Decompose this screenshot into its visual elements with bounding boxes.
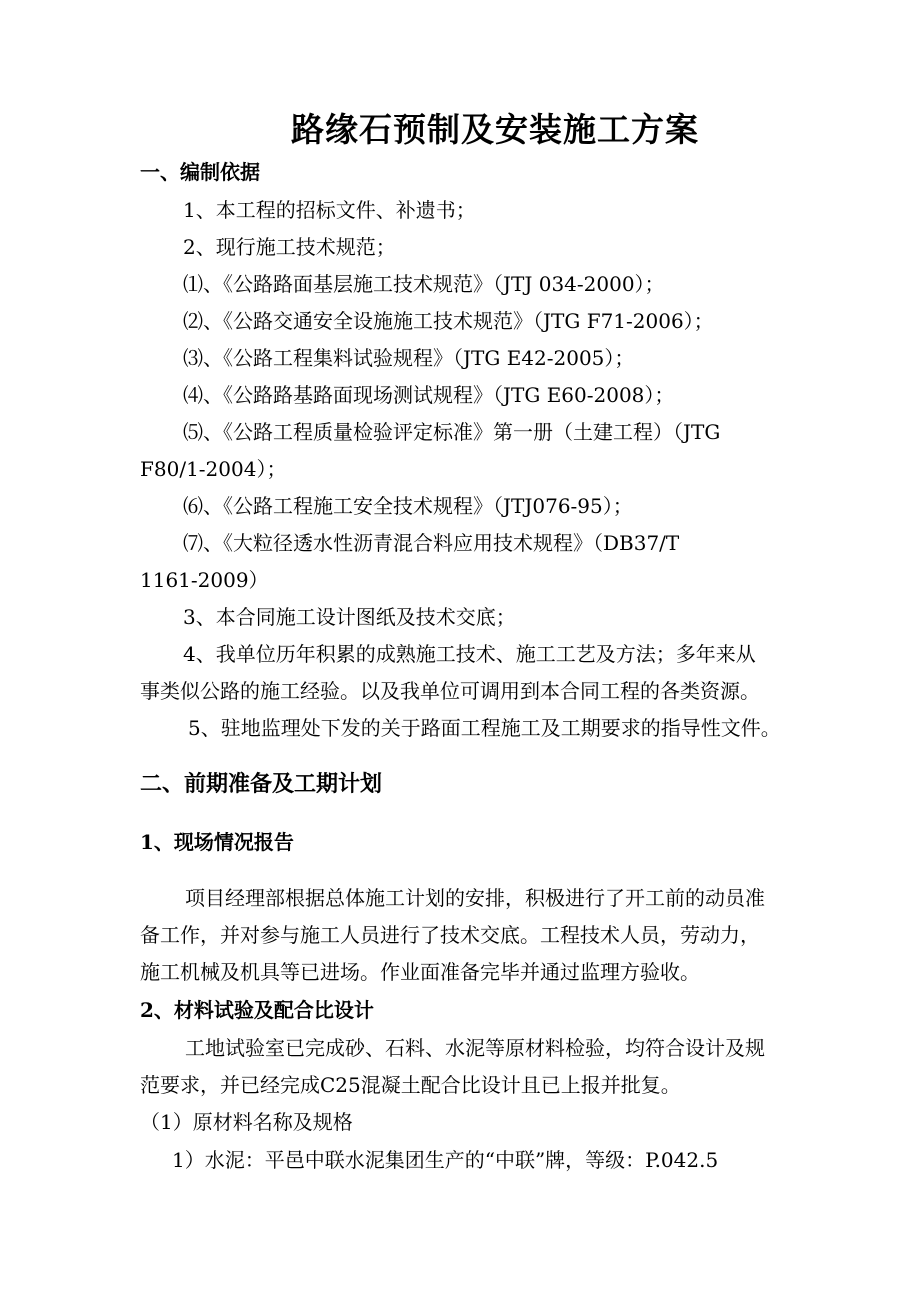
material-testing-line-2: 范要求，并已经完成C25混凝土配合比设计且已上报并批复。 — [140, 1073, 681, 1097]
basis-standard-7-cont: 1161-2009） — [140, 568, 269, 592]
basis-item-5: 5、驻地监理处下发的关于路面工程施工及工期要求的指导性文件。 — [188, 716, 781, 740]
cement-spec-line: 1）水泥：平邑中联水泥集团生产的“中联”牌，等级：P.042.5 — [172, 1148, 719, 1172]
basis-standard-1: ⑴、《公路路面基层施工技术规范》（JTJ 034-2000）； — [183, 272, 665, 296]
basis-item-2: 2、现行施工技术规范； — [183, 235, 396, 259]
basis-item-3: 3、本合同施工设计图纸及技术交底； — [183, 605, 516, 629]
raw-material-heading: （1）原材料名称及规格 — [140, 1110, 353, 1134]
basis-standard-6: ⑹、《公路工程施工安全技术规程》（JTJ076-95）； — [183, 494, 633, 518]
material-testing-line-1: 工地试验室已完成砂、石料、水泥等原材料检验，均符合设计及规 — [185, 1036, 765, 1060]
section-heading-preparation: 二、前期准备及工期计划 — [140, 771, 383, 797]
site-report-line-2: 备工作，并对参与施工人员进行了技术交底。工程技术人员，劳动力， — [140, 923, 760, 947]
basis-standard-2: ⑵、《公路交通安全设施施工技术规范》（JTG F71-2006）； — [183, 309, 714, 333]
basis-item-1: 1、本工程的招标文件、补遗书； — [183, 198, 476, 222]
subheading-material-testing: 2、材料试验及配合比设计 — [140, 998, 374, 1022]
basis-item-4-cont: 事类似公路的施工经验。以及我单位可调用到本合同工程的各类资源。 — [140, 679, 760, 703]
section-heading-basis: 一、编制依据 — [140, 160, 260, 184]
basis-item-4: 4、我单位历年积累的成熟施工技术、施工工艺及方法；多年来从 — [183, 642, 756, 666]
subheading-site-report: 1、现场情况报告 — [140, 830, 294, 854]
document-title: 路缘石预制及安装施工方案 — [291, 110, 699, 149]
site-report-line-1: 项目经理部根据总体施工计划的安排，积极进行了开工前的动员准 — [185, 886, 765, 910]
basis-standard-3: ⑶、《公路工程集料试验规程》（JTG E42-2005）； — [183, 346, 635, 370]
basis-standard-7: ⑺、《大粒径透水性沥青混合料应用技术规程》（DB37/T — [183, 531, 680, 555]
basis-standard-5-cont: F80/1-2004）； — [140, 457, 287, 481]
basis-standard-4: ⑷、《公路路基路面现场测试规程》（JTG E60-2008）； — [183, 383, 675, 407]
site-report-line-3: 施工机械及机具等已进场。作业面准备完毕并通过监理方验收。 — [140, 960, 700, 984]
basis-standard-5: ⑸、《公路工程质量检验评定标准》第一册（土建工程）（JTG — [183, 420, 721, 444]
